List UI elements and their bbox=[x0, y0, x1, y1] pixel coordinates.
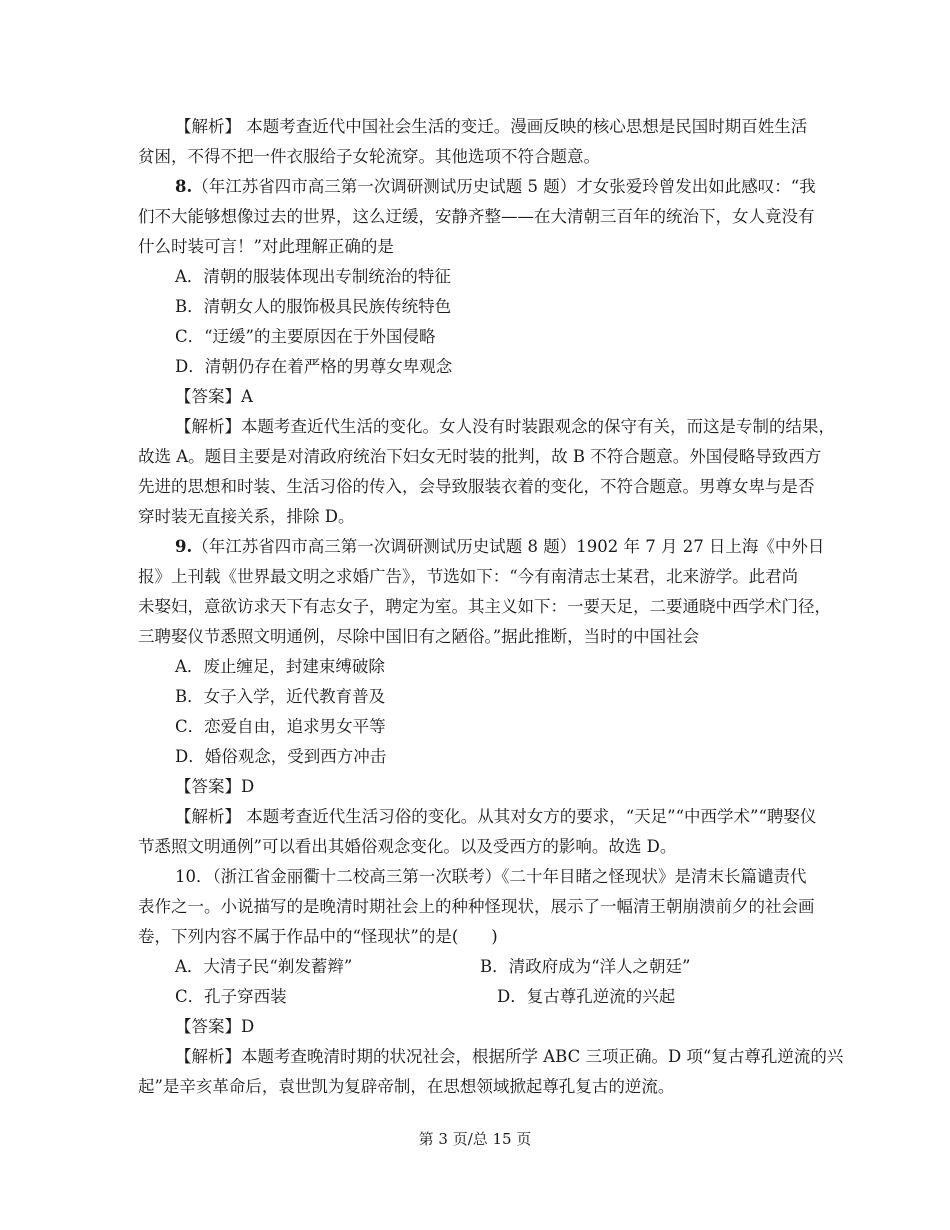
q8-stem-line-1 bbox=[175, 176, 816, 198]
q9-answer: 【答案】D bbox=[175, 777, 255, 796]
q9-number: 9. bbox=[175, 537, 193, 556]
q10-option-c: C．孔子穿西装 bbox=[175, 987, 287, 1006]
q10-stem-line-1: 10．（浙江省金丽衢十二校高三第一次联考）《二十年目睹之怪现状》是清末长篇谴责代 bbox=[175, 867, 807, 886]
q10-answer: 【答案】D bbox=[175, 1017, 255, 1036]
q10-analysis-line-1: 【解析】本题考查晚清时期的状况社会，根据所学 ABC 三项正确。D 项“复古尊孔逆流的兴 bbox=[175, 1047, 844, 1066]
q9-analysis-line-2: 节悉照文明通例”可以看出其婚俗观念变化。以及受西方的影响。故选 D。 bbox=[138, 837, 677, 856]
q9-option-c: C．恋爱自由，追求男女平等 bbox=[175, 717, 386, 736]
q9-stem-line-4: 三聘娶仪节悉照文明通例，尽除中国旧有之陋俗。”据此推断，当时的中国社会 bbox=[138, 627, 700, 646]
q8-stem-text: （年江苏省四市高三第一次调研测试历史试题 5 题）才女张爱玲曾发出如此感叹：“我 bbox=[192, 177, 816, 196]
q8-number: 8. bbox=[175, 177, 193, 196]
q10-analysis-line-2: 起”是辛亥革命后，袁世凯为复辟帝制，在思想领域掀起尊孔复古的逆流。 bbox=[138, 1077, 675, 1096]
q8-option-c: C．“迂缓”的主要原因在于外国侵略 bbox=[175, 327, 436, 346]
q9-stem-line-2: 报》上刊载《世界最文明之求婚广告》，节选如下：“今有南清志士某君，北来游学。此君尚 bbox=[138, 567, 799, 586]
q8-stem-line-3: 什么时装可言！”对此理解正确的是 bbox=[138, 237, 394, 256]
q9-analysis-line-1: 【解析】 本题考查近代生活习俗的变化。从其对女方的要求，“天足”“中西学术”“聘娶仪 bbox=[175, 807, 817, 826]
q8-option-a: A．清朝的服装体现出专制统治的特征 bbox=[175, 267, 451, 286]
q9-stem-text: （年江苏省四市高三第一次调研测试历史试题 8 题）1902 年 7 月 27 日上海《中外日 bbox=[192, 537, 825, 556]
q8-option-b: B．清朝女人的服饰极具民族传统特色 bbox=[175, 297, 452, 316]
q8-analysis-line-1: 【解析】本题考查近代生活的变化。女人没有时装跟观念的保守有关，而这是专制的结果， bbox=[175, 417, 835, 436]
q10-stem-line-3: 卷，下列内容不属于作品中的“怪现状”的是( ) bbox=[138, 927, 498, 946]
q8-answer: 【答案】A bbox=[175, 387, 253, 406]
q9-option-a: A．废止缠足，封建束缚破除 bbox=[175, 657, 385, 676]
page-footer: 第 3 页/总 15 页 bbox=[418, 1130, 532, 1148]
q9-option-b: B．女子入学，近代教育普及 bbox=[175, 687, 386, 706]
q10-stem-line-2: 表作之一。小说描写的是晚清时期社会上的种种怪现状，展示了一幅清王朝崩溃前夕的社会画 bbox=[138, 897, 815, 916]
q7-analysis-line-2: 贫困，不得不把一件衣服给子女轮流穿。其他选项不符合题意。 bbox=[138, 147, 600, 166]
q8-option-d: D．清朝仍存在着严格的男尊女卑观念 bbox=[175, 357, 453, 376]
q8-analysis-line-3: 先进的思想和时装、生活习俗的传入，会导致服装衣着的变化，不符合题意。男尊女卑与是否 bbox=[138, 477, 815, 496]
q9-option-d: D．婚俗观念，受到西方冲击 bbox=[175, 747, 387, 766]
q8-stem-line-2: 们不大能够想像过去的世界，这么迂缓，安静齐整——在大清朝三百年的统治下，女人竟没有 bbox=[138, 207, 815, 226]
q9-stem-line-1 bbox=[175, 536, 824, 558]
q8-analysis-line-4: 穿时装无直接关系，排除 D。 bbox=[138, 507, 355, 526]
q10-option-d: D．复古尊孔逆流的兴起 bbox=[497, 987, 676, 1006]
q8-analysis-line-2: 故选 A。题目主要是对清政府统治下妇女无时装的批判，故 B 不符合题意。外国侵略导致西方 bbox=[138, 447, 822, 466]
q10-option-b: B．清政府成为“洋人之朝廷” bbox=[480, 957, 691, 976]
q7-analysis-line-1: 【解析】 本题考查近代中国社会生活的变迁。漫画反映的核心思想是民国时期百姓生活 bbox=[175, 117, 808, 136]
q10-option-a: A．大清子民“剃发蓄辫” bbox=[175, 957, 353, 976]
q9-stem-line-3: 未娶妇，意欲访求天下有志女子，聘定为室。其主义如下：一要天足，二要通晓中西学术门径， bbox=[138, 597, 831, 616]
